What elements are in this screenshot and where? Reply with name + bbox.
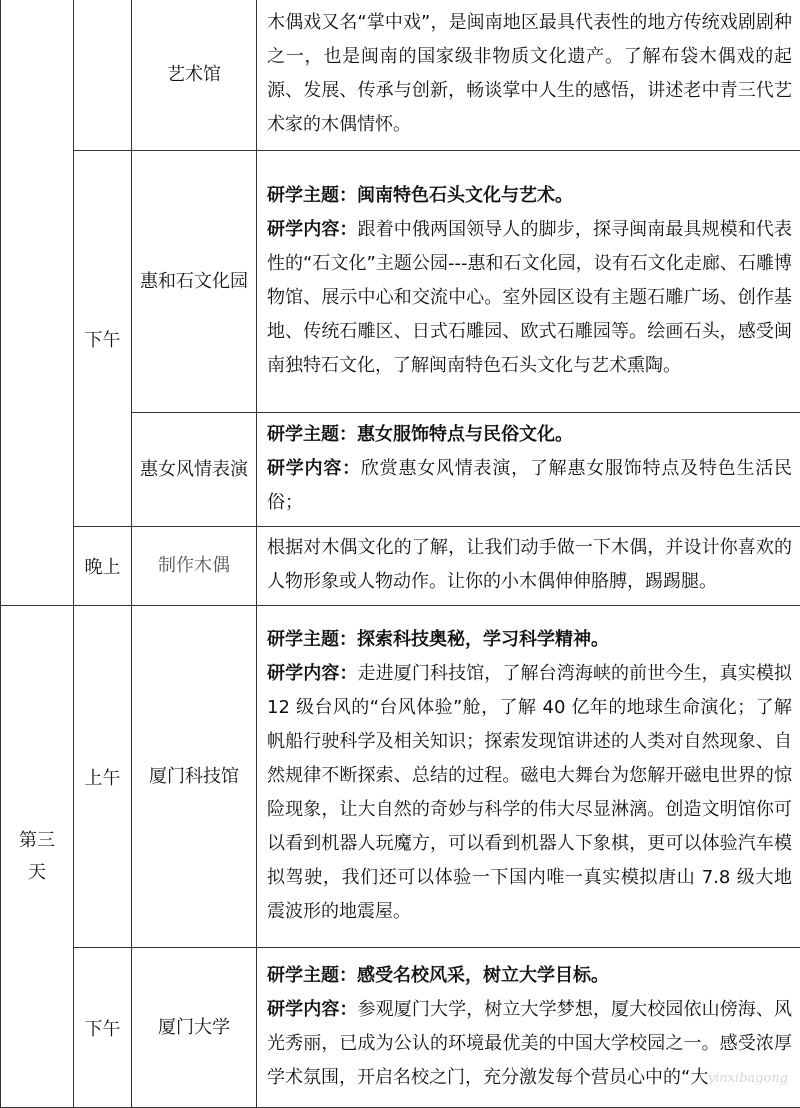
place-stone-park: 惠和石文化园 (140, 271, 248, 292)
time-cell (74, 606, 132, 948)
place-puppet-making: 制作木偶 (158, 555, 230, 576)
day-three-label: 第三天 (15, 825, 59, 889)
content-label: 研学内容： (267, 663, 358, 684)
desc-cell (257, 413, 800, 527)
time-morning: 上午 (85, 768, 121, 789)
content-text: 走进厦门科技馆，了解台湾海峡的前世今生，真实模拟 12 级台风的“台风体验”舱，了解 40 亿年的地球生命演化；了解帆船行驶科学及相关知识；探索发现馆讲述的人类对自然现象、自然规律不断探索、总结的过程。磁电大舞台为您解开磁电世界的惊险现象，让大自然的奇妙与科学的伟大尽显淋漓。创造文明馆你可以看到机器人玩魔方，可以看到机器人下象棋，更可以体验汽车模拟驾驶，我们还可以体验一下国内唯一真实模拟唐山 7.8 级大地震波形的地震屋。 (267, 663, 792, 922)
place-art-museum: 艺术馆 (167, 64, 221, 85)
table-row (1, 606, 800, 948)
place-xiamen-university: 厦门大学 (158, 1017, 230, 1038)
place-science-museum: 厦门科技馆 (149, 766, 239, 787)
table-row (1, 527, 800, 606)
place-cell (132, 527, 257, 606)
content-label: 研学内容： (267, 458, 361, 479)
time-afternoon: 下午 (85, 330, 121, 351)
content-text: 欣赏惠女风情表演，了解惠女服饰特点及特色生活民俗； (267, 458, 792, 513)
time-cell (74, 948, 132, 1108)
desc-cell (257, 151, 800, 413)
time-evening: 晚上 (85, 557, 121, 578)
time-cell (74, 527, 132, 606)
desc-cell (257, 527, 800, 606)
theme-text: 探索科技奥秘，学习科学精神。 (357, 629, 609, 650)
content-label: 研学内容： (267, 219, 358, 240)
content-label: 研学内容： (267, 999, 358, 1020)
desc-evening: 根据对木偶文化的了解，让我们动手做一下木偶，并设计你喜欢的人物形象或人物动作。让你的小木偶伸伸胳膊，踢踢腿。 (267, 531, 792, 599)
content-text: 跟着中俄两国领导人的脚步，探寻闽南最具规模和代表性的“石文化”主题公园---惠和石文化园，设有石文化走廊、石雕博物馆、展示中心和交流中心。室外园区设有主题石雕广场、创作基地、传统石雕区、日式石雕园、欧式石雕园等。绘画石头，感受闽南独特石文化，了解闽南特色石头文化与艺术熏陶。 (267, 219, 792, 376)
theme-line (267, 179, 792, 213)
time-cell (74, 151, 132, 527)
place-cell (132, 948, 257, 1108)
time-afternoon: 下午 (85, 1019, 121, 1040)
desc-art-museum: 木偶戏又名“掌中戏”，是闽南地区最具代表性的地方传统戏剧剧种之一，也是闽南的国家级非物质文化遗产。了解布袋木偶戏的起源、发展、传承与创新，畅谈掌中人生的感悟，讲述老中青三代艺术家的木偶情怀。 (267, 6, 792, 142)
theme-label: 研学主题： (267, 424, 357, 445)
place-huinu-show: 惠女风情表演 (140, 459, 248, 480)
place-cell (132, 413, 257, 527)
theme-label: 研学主题： (267, 629, 357, 650)
theme-line (267, 418, 792, 452)
place-cell (132, 606, 257, 948)
table-row (1, 948, 800, 1108)
watermark: yinxibagong (708, 1071, 788, 1086)
theme-line (267, 623, 792, 657)
content-text: 参观厦门大学，树立大学梦想，厦大校园依山傍海、风光秀丽，已成为公认的环境最优美的中国大学校园之一。感受浓厚学术氛围，开启名校之门，充分激发每个营员心中的“大 (267, 999, 792, 1088)
content-line (267, 657, 792, 929)
desc-cell (257, 0, 800, 151)
theme-text: 惠女服饰特点与民俗文化。 (357, 424, 573, 445)
content-line (267, 452, 792, 520)
day-cell-blank (1, 0, 74, 606)
time-cell-blank (74, 0, 132, 151)
desc-cell (257, 606, 800, 948)
place-cell (132, 151, 257, 413)
table-row (1, 0, 800, 151)
theme-label: 研学主题： (267, 965, 357, 986)
theme-text: 闽南特色石头文化与艺术。 (357, 185, 573, 206)
theme-text: 感受名校风采，树立大学目标。 (357, 965, 609, 986)
table-row (1, 151, 800, 413)
content-line (267, 213, 792, 383)
place-cell (132, 0, 257, 151)
theme-line (267, 959, 792, 993)
day-cell (1, 606, 74, 1108)
theme-label: 研学主题： (267, 185, 357, 206)
